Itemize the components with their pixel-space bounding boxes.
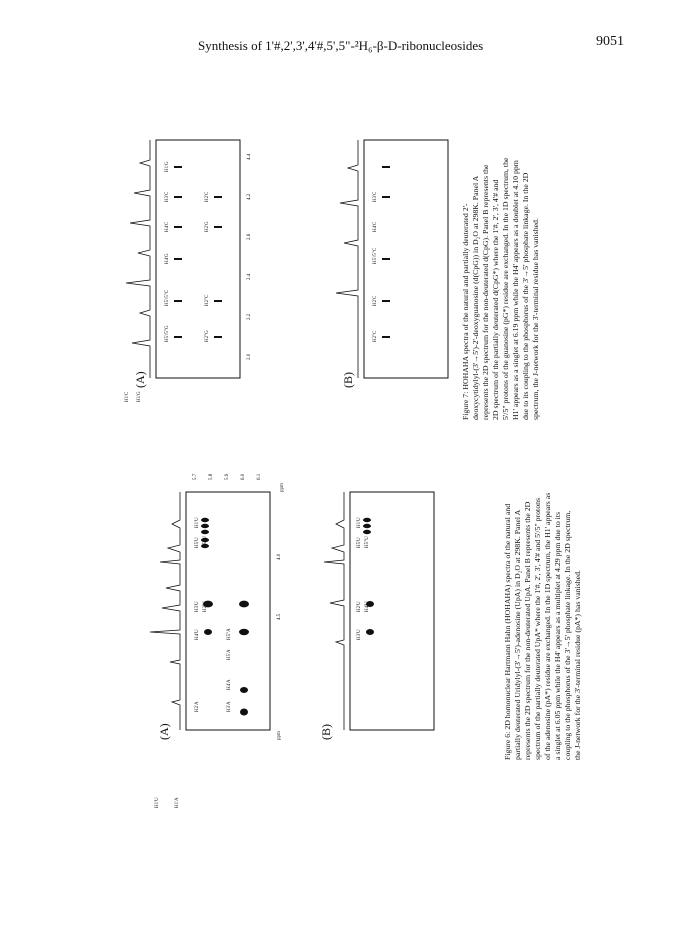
fig7-panel-a-label: (A) [133,371,147,388]
fig6-a-lbl-h3a: H3'A [227,701,232,712]
fig6-caption-line-4: spectrum of the partially deuterated UpA* where the 1'#, 2', 3', 4'# and 5'/5" protons [533,497,542,760]
fig7-b-lbl-0: H3'C [373,191,378,202]
fig7-a-lbl-2: H4'C [165,221,170,232]
figure6 [150,483,434,740]
fig7-panel-b-trace [336,140,358,378]
fig6-b-lbl-h1u: H1'U [357,517,362,528]
fig6-b-lbl-h2u: H2'U [357,601,362,612]
fig6-a-peak-labels [155,473,282,808]
fig6-a-tick-40: 4.0 [277,553,282,560]
fig7-a-lbl-4: H5'/5"C [165,289,170,306]
fig6-panel-b-trace [324,492,344,730]
fig6-a-lbl-h5u: H5'U [195,537,200,548]
fig6-a-f1-h1a: H1'A [175,797,180,808]
fig6-caption-line-7: coupling to the phosphorus of the 3'→5' phosphate linkage. In the 2D spectrum, [563,510,572,760]
fig7-b-lbl-4: H2"C [373,330,378,342]
running-title: Synthesis of 1'#,2',3',4'#,5',5"-²H₆-β-D-ribonucleosides [198,38,484,53]
fig6-caption-line-1: Figure 6: 2D homonuclear Hartmann Hahn (HOHAHA) spectra of the natural and [503,503,512,760]
fig7-caption-line-5: 5'/5" protons of the guanosine (pG*) residue are exchanged. In the 1D spectrum, the [501,157,510,420]
fig6-a-lbl-h4a: H4'A [227,679,232,690]
fig6-a-lbl-h5u2: H5"U [203,536,208,548]
fig7-b-lbl-3: H2'C [373,295,378,306]
page-number: 9051 [596,34,624,49]
fig6-panel-b-frame [350,492,434,730]
fig6-caption-line-6: a singlet at 6.05 ppm while the H4' appears as a multiplet at 4.29 ppm due to its [553,511,562,760]
fig7-caption-line-8: spectrum, the J-network for the 3'-terminal residue has vanished. [531,218,540,420]
figure7-caption [461,157,540,420]
fig7-a-tick-2: 2.6 [247,233,252,240]
fig6-b-lbl-h5u: H5'U [357,537,362,548]
fig6-a-lbl-h2a: H2'A [195,701,200,712]
fig7-a-f1-h1g: H1'G [137,391,142,402]
fig6-a-lbl-h2u: H2'U [203,601,208,612]
fig7-b-peak-labels [373,191,378,342]
fig7-caption-line-6: H1' appears as a singlet at 6.19 ppm while the H4' appears as a doublet at 4.10 ppm [511,160,520,420]
fig6-caption-line-5: of the adenosine (pA*) residue are exchanged. In the 1D spectrum, the H1' appears as [543,492,552,760]
fig7-a-lbl-1: H3'C [165,191,170,202]
fig6-panel-b-label: (B) [319,724,333,740]
fig7-panel-a-trace [126,140,150,378]
fig6-a-lbl-h5a: H5'A [227,649,232,660]
fig6-a-tick-ppm2: ppm [277,731,282,740]
figure6-caption [503,493,582,760]
fig6-a-lbl-h1u: H1'U [195,517,200,528]
fig6-a-tick-58: 5.8 [209,473,214,480]
fig6-a-tick-60: 6.0 [241,473,246,480]
fig6-panel-a-label: (A) [157,723,171,740]
fig6-a-lbl-h3u: H3'U [195,601,200,612]
fig6-a-tick-45: 4.5 [277,613,282,620]
fig6-caption-line-8: the J-network for the 3'-terminal residue (pA*) has vanished. [573,570,582,760]
fig6-a-lbl-h5a2: H5"A [227,628,232,640]
fig6-caption-line-2: partially deuterated Uridylyl-(3'→5')-adenosine (UpA) in D₂O at 298K. Panel A [513,509,522,760]
fig6-b-lbl-h5u2: H5"U [365,536,370,548]
fig7-a-lbl-7: H2'G [205,221,210,232]
fig7-a-lbl-5: H5'/5"G [165,325,170,342]
fig6-panel-a-peaks [201,518,249,716]
fig6-b-lbl-h4u: H4'U [365,601,370,612]
fig6-panel-a-trace [150,492,180,730]
fig7-panel-a-peaks [174,166,222,338]
fig6-caption-line-3: represents the 2D spectrum for the non-deuterated UpA. Panel B represents the 2D [523,501,532,760]
fig7-a-tick-3: 2.4 [247,273,252,280]
fig7-a-tick-4: 2.2 [247,313,252,320]
fig7-caption-line-1: Figure 7: HOHAHA spectra of the natural and partially deuterated 2'- [461,203,470,420]
fig7-a-lbl-3: H4'G [165,253,170,264]
fig7-a-lbl-8: H2"C [205,294,210,306]
fig7-a-peak-labels [125,153,252,402]
fig6-panel-b-peaks [363,518,374,635]
fig7-b-lbl-1: H4'C [373,221,378,232]
fig6-a-f1-h1u: H1'U [155,797,160,808]
fig7-a-lbl-6: H2'C [205,191,210,202]
fig7-a-lbl-9: H2"G [205,330,210,342]
fig7-b-lbl-2: H5'/5"C [373,247,378,264]
fig7-a-tick-0: 4.4 [247,153,252,160]
fig7-caption-line-4: 2D spectrum of the partially deuterated d(CpG*) where the 1'#, 2', 3', 4'# and [491,179,500,420]
fig7-panel-b-peaks [382,166,390,338]
fig6-a-tick-61: 6.1 [257,473,262,480]
fig6-a-lbl-h4u: H4'U [195,629,200,640]
fig6-a-tick-59: 5.9 [225,473,230,480]
fig7-caption-line-2: deoxycytidylyl-(3'→5')-2'-deoxyguanosine (d(CpG)) in D₂O at 298K. Panel A [471,175,480,420]
fig7-panel-b-label: (B) [341,372,355,388]
fig7-a-lbl-0: H1'G [165,161,170,172]
fig7-a-tick-1: 4.2 [247,193,252,200]
fig7-caption-line-3: represents the 2D spectrum for the non-deuterated d(CpG). Panel B represents the [481,164,490,420]
fig6-a-tick-ppm: ppm [280,483,285,492]
fig6-b-peak-labels [357,517,370,640]
figure7 [126,140,448,388]
fig6-b-lbl-h3u: H3'U [357,629,362,640]
fig7-a-f1-h1c: H1'C [125,391,130,402]
fig7-caption-line-7: due to its coupling to the phosphorus of the 3'→5' phosphate linkage. In the 2D [521,172,530,420]
fig6-panel-a-ticks [280,483,285,492]
fig6-a-tick-57: 5.7 [193,473,198,480]
fig7-a-tick-5: 2.0 [247,353,252,360]
